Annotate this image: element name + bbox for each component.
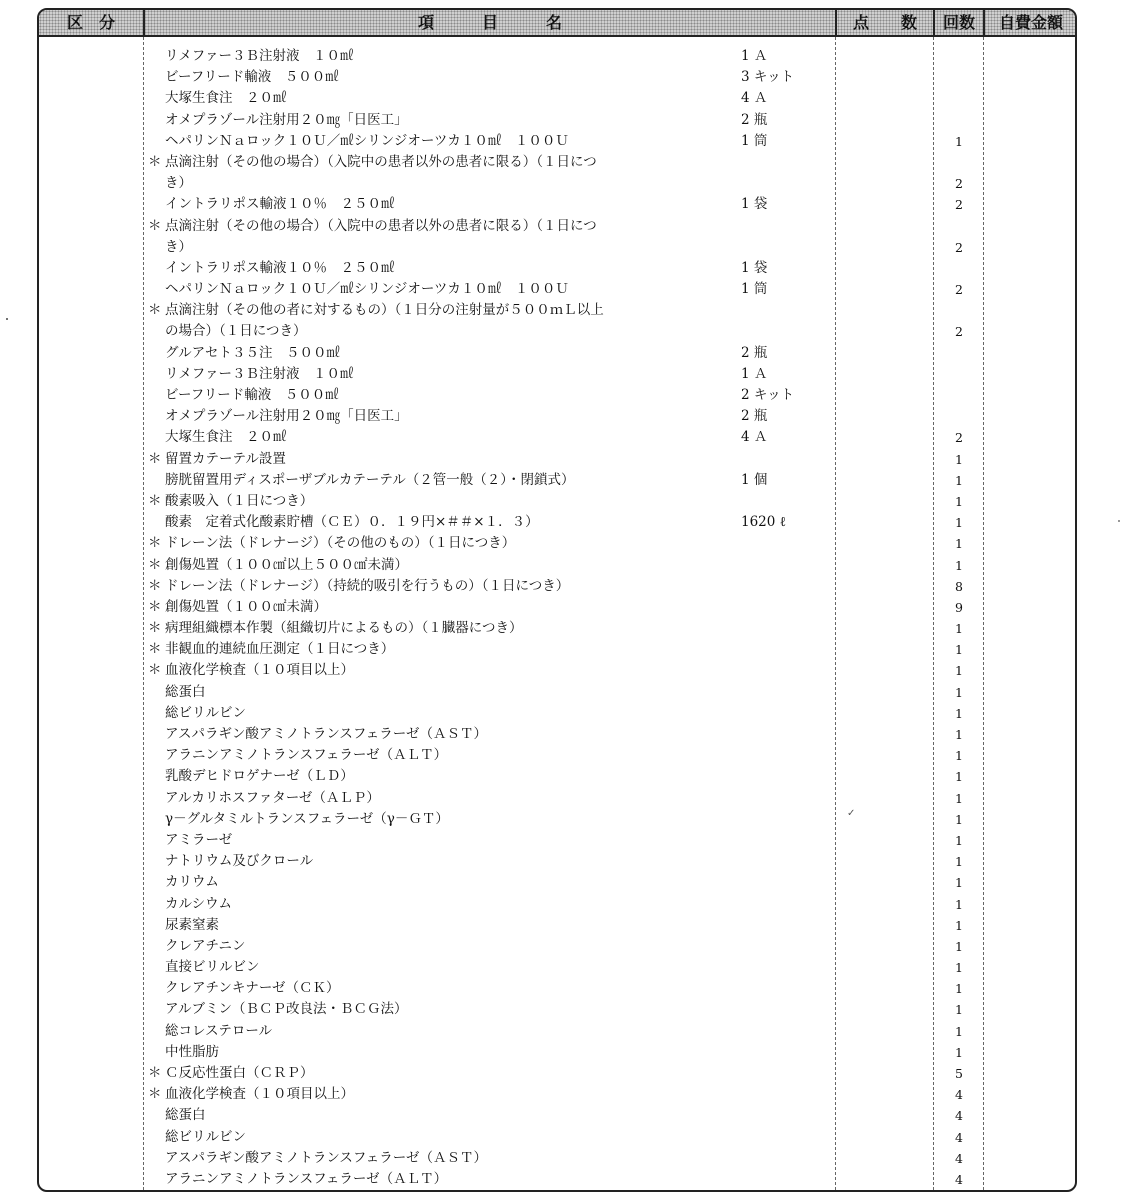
table-row — [39, 470, 1075, 491]
item-name: 膀胱留置用ディスポーザブルカテーテル（２管一般（２）・閉鎖式） — [165, 471, 575, 488]
table-row — [39, 406, 1075, 427]
table-row — [39, 152, 1075, 173]
item-quantity: 2 瓶 — [741, 111, 768, 128]
item-count: 4 — [955, 1108, 963, 1124]
item-name: クレアチンキナーゼ（ＣＫ） — [165, 980, 340, 997]
table-row — [39, 216, 1075, 237]
item-count: 1 — [955, 769, 963, 785]
item-count: 1 — [955, 705, 963, 721]
table-row — [39, 660, 1075, 681]
item-name: アミラーゼ — [165, 831, 233, 848]
item-quantity: 1 袋 — [741, 196, 768, 213]
row-mark: ＊ — [148, 153, 162, 170]
table-row — [39, 343, 1075, 364]
table-row — [39, 936, 1075, 957]
item-name: リメファー３Ｂ注射液 １０㎖ — [165, 365, 354, 382]
table-row — [39, 851, 1075, 872]
header-times: 回数 — [942, 13, 975, 32]
item-name: 酸素 定着式化酸素貯槽（ＣＥ）０．１９円×＃＃×１．３） — [165, 514, 539, 531]
item-count: 2 — [955, 324, 963, 340]
item-name: 大塚生食注 ２０㎖ — [165, 429, 287, 446]
row-mark: ＊ — [148, 620, 162, 637]
item-name: ヘパリンＮａロック１０Ｕ／㎖シリンジオーツカ１０㎖ １００Ｕ — [165, 132, 569, 149]
item-name: ナトリウム及びクロール — [165, 853, 314, 870]
item-count: 1 — [955, 748, 963, 764]
table-row — [39, 1021, 1075, 1042]
table-row — [39, 576, 1075, 597]
row-mark: ＊ — [148, 641, 162, 658]
item-count: 1 — [955, 472, 963, 488]
item-count: 9 — [955, 599, 963, 615]
table-row — [39, 385, 1075, 406]
item-name: 創傷処置（１００㎠以上５００㎠未満） — [165, 556, 408, 573]
table-row — [39, 809, 1075, 830]
item-name: 点滴注射（その他の場合）（入院中の患者以外の患者に限る）（１日につ — [165, 153, 597, 170]
item-name: グルアセト３５注 ５００㎖ — [165, 344, 340, 361]
table-row — [39, 1042, 1075, 1063]
table-row — [39, 978, 1075, 999]
row-mark: ＊ — [148, 556, 162, 573]
item-name: アラニンアミノトランスフェラーゼ（ＡＬＴ） — [165, 1170, 448, 1187]
table-row — [39, 237, 1075, 258]
item-quantity: 3 キット — [741, 69, 795, 86]
item-quantity: 4 Ａ — [741, 429, 768, 446]
item-name: 点滴注射（その他の場合）（入院中の患者以外の患者に限る）（１日につ — [165, 217, 597, 234]
item-quantity: 2 瓶 — [741, 344, 768, 361]
table-row — [39, 88, 1075, 109]
item-name: ドレーン法（ドレナージ）（持続的吸引を行うもの）（１日につき） — [165, 577, 570, 594]
item-count: 1 — [955, 133, 963, 149]
table-row — [39, 872, 1075, 893]
table-row — [39, 788, 1075, 809]
table-row — [39, 131, 1075, 152]
item-name: アスパラギン酸アミノトランスフェラーゼ（ＡＳＴ） — [165, 726, 487, 742]
table-row — [39, 639, 1075, 660]
table-row — [39, 258, 1075, 279]
item-count: 1 — [955, 515, 963, 531]
item-name: ビーフリード輸液 ５００㎖ — [165, 387, 339, 403]
item-name: 血液化学検査（１０項目以上） — [165, 662, 354, 679]
item-count: 1 — [955, 493, 963, 509]
table-row — [39, 682, 1075, 703]
item-count: 4 — [955, 1171, 963, 1187]
row-mark: ＊ — [148, 1065, 162, 1081]
item-name: クレアチニン — [165, 937, 246, 954]
table-row — [39, 194, 1075, 215]
table-row — [39, 894, 1075, 915]
table-row — [39, 300, 1075, 321]
item-name: 総コレステロール — [165, 1022, 273, 1039]
item-quantity: 1 筒 — [741, 281, 768, 298]
table-row — [39, 915, 1075, 936]
table-row — [39, 512, 1075, 533]
row-mark: ＊ — [148, 535, 162, 552]
item-quantity: 1620 ℓ — [741, 514, 787, 531]
item-count: 2 — [955, 176, 963, 192]
item-quantity: 1 筒 — [741, 132, 768, 149]
item-count: 1 — [955, 811, 963, 827]
scan-speck — [6, 318, 8, 320]
item-name: 創傷処置（１００㎠未満） — [165, 598, 327, 615]
item-name: イントラリポス輸液１０％ ２５０㎖ — [165, 259, 395, 276]
item-quantity: 1 Ａ — [741, 48, 768, 64]
table-row — [39, 618, 1075, 639]
header-points: 点 数 — [852, 13, 917, 32]
item-quantity: 2 キット — [741, 387, 795, 403]
table-row — [39, 830, 1075, 851]
item-quantity: 1 個 — [741, 471, 768, 488]
item-count: 1 — [955, 642, 963, 658]
item-count: 1 — [955, 981, 963, 997]
item-count: 1 — [955, 663, 963, 679]
item-name: 中性脂肪 — [165, 1043, 219, 1060]
scan-speck — [1118, 520, 1120, 522]
item-name: ヘパリンＮａロック１０Ｕ／㎖シリンジオーツカ１０㎖ １００Ｕ — [165, 281, 569, 298]
table-row — [39, 321, 1075, 342]
item-count: 1 — [955, 621, 963, 637]
table-row — [39, 491, 1075, 512]
item-name: ドレーン法（ドレナージ）（その他のもの）（１日につき） — [165, 535, 516, 552]
item-count: 1 — [955, 832, 963, 848]
table-row — [39, 999, 1075, 1020]
table-row — [39, 724, 1075, 745]
item-count: 1 — [955, 451, 963, 467]
table-row — [39, 533, 1075, 554]
item-name: 乳酸デヒドロゲナーゼ（ＬＤ） — [165, 768, 354, 785]
item-count: 1 — [955, 854, 963, 870]
item-name: 総ビリルビン — [165, 1128, 246, 1145]
item-name: オメプラゾール注射用２０㎎「日医工」 — [165, 111, 408, 128]
item-count: 1 — [955, 875, 963, 891]
item-name: イントラリポス輸液１０％ ２５０㎖ — [165, 196, 395, 213]
item-count: 2 — [955, 197, 963, 213]
item-quantity: 4 Ａ — [741, 90, 768, 107]
item-count: 2 — [955, 282, 963, 298]
table-row — [39, 1169, 1075, 1190]
table-header — [39, 10, 1075, 37]
item-name: き） — [165, 238, 192, 255]
item-name: き） — [165, 175, 192, 192]
item-count: 2 — [955, 430, 963, 446]
item-name: 総ビリルビン — [165, 704, 246, 721]
item-count: 1 — [955, 938, 963, 954]
row-mark: ＊ — [148, 450, 162, 467]
item-name: リメファー３Ｂ注射液 １０㎖ — [165, 48, 354, 64]
table-row — [39, 173, 1075, 194]
item-name: オメプラゾール注射用２０㎎「日医工」 — [165, 408, 408, 425]
item-name: の場合）（１日につき） — [165, 323, 307, 340]
table-row — [39, 364, 1075, 385]
item-name: 点滴注射（その他の者に対するもの）（１日分の注射量が５００ｍＬ以上 — [165, 302, 604, 319]
table-row — [39, 957, 1075, 978]
table-row — [39, 449, 1075, 470]
item-name: Ｃ反応性蛋白（ＣＲＰ） — [165, 1065, 314, 1081]
header-self-pay: 自費金額 — [998, 13, 1063, 32]
item-name: 尿素窒素 — [165, 916, 219, 933]
item-count: 4 — [955, 1150, 963, 1166]
item-name: 総蛋白 — [165, 683, 206, 700]
item-count: 1 — [955, 727, 963, 742]
item-count: 1 — [955, 1002, 963, 1018]
item-name: 大塚生食注 ２０㎖ — [165, 90, 287, 107]
item-quantity: 1 袋 — [741, 259, 768, 276]
item-count: 1 — [955, 917, 963, 933]
claim-form-frame — [37, 8, 1077, 1192]
item-name: γ－グルタミルトランスフェラーゼ（γ－ＧＴ） — [165, 810, 449, 827]
row-mark: ＊ — [148, 217, 162, 234]
item-count: 1 — [955, 536, 963, 552]
table-row — [39, 1105, 1075, 1126]
table-row — [39, 427, 1075, 448]
item-count: 1 — [955, 790, 963, 806]
item-count: 1 — [955, 1044, 963, 1060]
item-count: 4 — [955, 1087, 963, 1103]
header-kubun: 区 分 — [66, 13, 115, 32]
item-count: 2 — [955, 239, 963, 255]
table-row — [39, 1063, 1075, 1084]
item-name: 血液化学検査（１０項目以上） — [165, 1086, 354, 1103]
item-count: 1 — [955, 684, 963, 700]
item-name: 非観血的連続血圧測定（１日につき） — [165, 641, 395, 658]
item-count: 1 — [955, 960, 963, 976]
row-mark: ＊ — [148, 1086, 162, 1103]
row-mark: ＊ — [148, 577, 162, 594]
item-count: 5 — [955, 1066, 963, 1081]
item-count: 4 — [955, 1129, 963, 1145]
item-count: 8 — [955, 578, 963, 594]
item-name: 直接ビリルビン — [165, 959, 260, 976]
row-mark: ＊ — [148, 492, 162, 509]
table-row — [39, 597, 1075, 618]
row-mark: ＊ — [148, 598, 162, 615]
item-name: カリウム — [165, 874, 219, 891]
item-quantity: 2 瓶 — [741, 408, 768, 425]
item-name: 酸素吸入（１日につき） — [165, 492, 314, 509]
table-row — [39, 46, 1075, 67]
item-name: 留置カテーテル設置 — [165, 450, 286, 467]
item-name: ビーフリード輸液 ５００㎖ — [165, 69, 339, 86]
table-row — [39, 555, 1075, 576]
table-row — [39, 279, 1075, 300]
item-name: アラニンアミノトランスフェラーゼ（ＡＬＴ） — [165, 747, 448, 764]
item-count: 1 — [955, 557, 963, 573]
item-list — [39, 46, 1075, 1190]
table-row — [39, 110, 1075, 131]
row-mark: ＊ — [148, 302, 162, 319]
table-row — [39, 766, 1075, 787]
item-count: 1 — [955, 1023, 963, 1039]
table-row — [39, 745, 1075, 766]
item-name: 病理組織標本作製（組織切片によるもの）（１臓器につき） — [165, 620, 523, 637]
table-row — [39, 1127, 1075, 1148]
header-item-name: 項 目 名 — [417, 13, 562, 32]
item-name: アルブミン（ＢＣＰ改良法・ＢＣＧ法） — [165, 1001, 408, 1018]
item-name: 総蛋白 — [165, 1107, 206, 1124]
check-mark-icon: ✓ — [847, 808, 856, 819]
row-mark: ＊ — [148, 662, 162, 679]
table-row — [39, 703, 1075, 724]
table-row — [39, 67, 1075, 88]
table-row — [39, 1148, 1075, 1169]
table-row — [39, 1084, 1075, 1105]
item-name: カルシウム — [165, 895, 233, 912]
item-name: アルカリホスファターゼ（ＡＬＰ） — [165, 789, 380, 806]
item-name: アスパラギン酸アミノトランスフェラーゼ（ＡＳＴ） — [165, 1149, 487, 1166]
item-count: 1 — [955, 896, 963, 912]
item-quantity: 1 Ａ — [741, 365, 768, 382]
